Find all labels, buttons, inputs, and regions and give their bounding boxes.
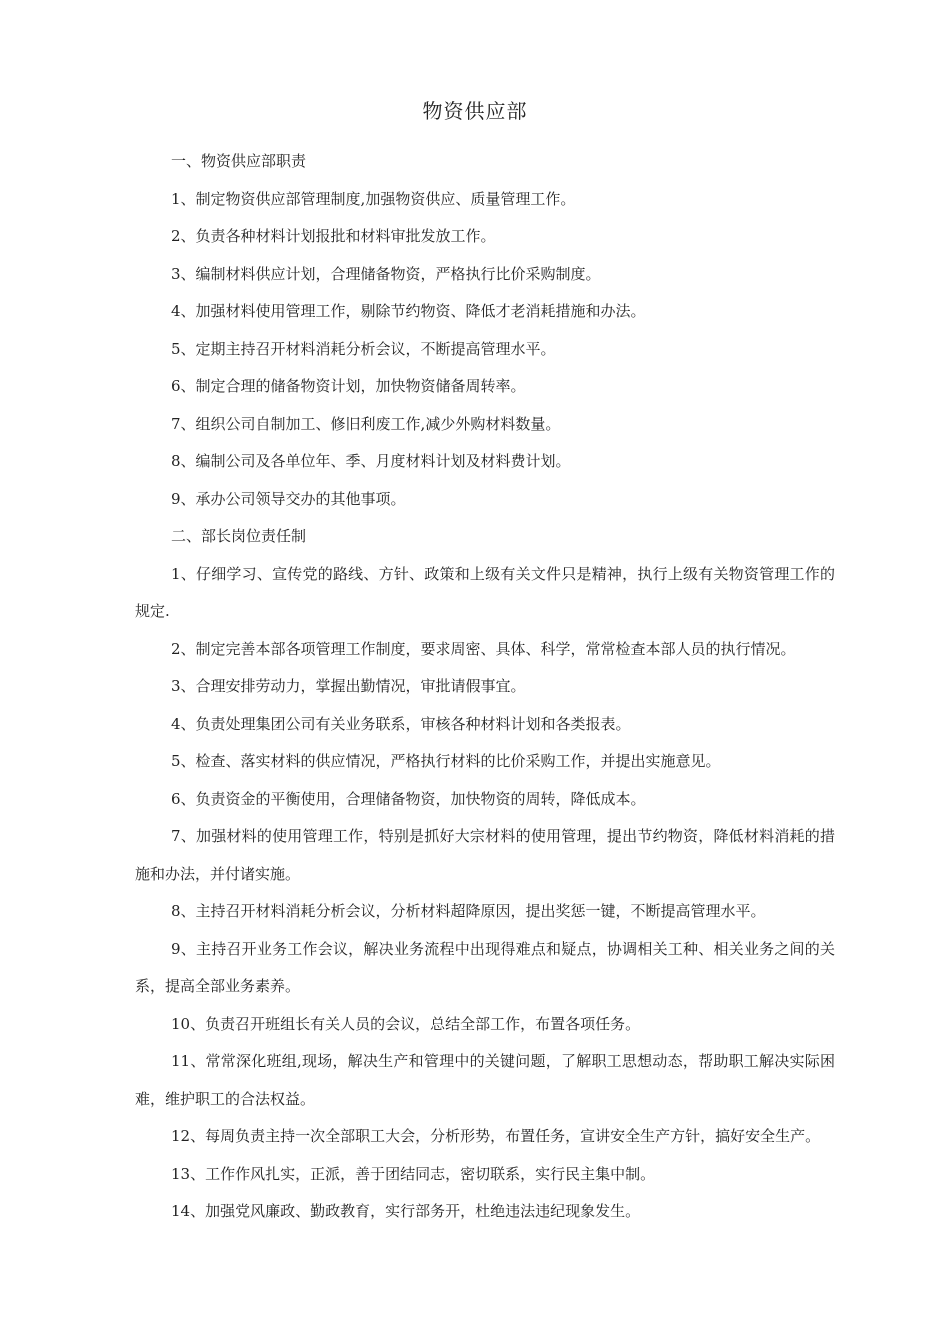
list-item: 14、加强党风廉政、勤政教育，实行部务开，杜绝违法违纪现象发生。 [171, 1202, 641, 1220]
list-item: 10、负责召开班组长有关人员的会议，总结全部工作，布置各项任务。 [171, 1014, 641, 1033]
list-item: 8、编制公司及各单位年、季、月度材料计划及材料费计划。 [171, 452, 571, 470]
list-item: 4、加强材料使用管理工作，剔除节约物资、降低才老消耗措施和办法。 [171, 302, 646, 320]
list-item: 9、主持召开业务工作会议，解决业务流程中出现得难点和疑点，协调相关工种、相关业务之间的关系，提高全部业务素养。 [135, 939, 835, 995]
list-item: 1、仔细学习、宣传党的路线、方针、政策和上级有关文件只是精神，执行上级有关物资管理工作的规定. [135, 564, 835, 620]
page-title: 物资供应部 [422, 99, 528, 123]
list-item: 3、合理安排劳动力，掌握出勤情况，审批请假事宜。 [171, 677, 526, 695]
list-item: 1、制定物资供应部管理制度,加强物资供应、质量管理工作。 [171, 189, 576, 208]
list-item: 7、组织公司自制加工、修旧利废工作,减少外购材料数量。 [171, 414, 561, 433]
list-item: 8、主持召开材料消耗分析会议，分析材料超降原因，提出奖惩一键，不断提高管理水平。 [171, 902, 766, 920]
list-item: 6、制定合理的储备物资计划，加快物资储备周转率。 [171, 377, 526, 395]
section-heading: 二、部长岗位责任制 [171, 527, 307, 545]
list-item: 6、负责资金的平衡使用，合理储备物资，加快物资的周转，降低成本。 [171, 789, 646, 808]
list-item: 3、编制材料供应计划，合理储备物资，严格执行比价采购制度。 [171, 264, 601, 283]
list-item: 4、负责处理集团公司有关业务联系，审核各种材料计划和各类报表。 [171, 714, 631, 733]
list-item: 9、承办公司领导交办的其他事项。 [171, 489, 406, 508]
list-item: 5、检查、落实材料的供应情况，严格执行材料的比价采购工作，并提出实施意见。 [171, 752, 721, 770]
document-body [135, 143, 835, 1231]
list-item: 5、定期主持召开材料消耗分析会议，不断提高管理水平。 [171, 339, 556, 358]
list-item: 2、负责各种材料计划报批和材料审批发放工作。 [171, 227, 496, 245]
list-item: 13、工作作风扎实，正派，善于团结同志，密切联系，实行民主集中制。 [171, 1164, 656, 1183]
list-item: 2、制定完善本部各项管理工作制度，要求周密、具体、科学，常常检查本部人员的执行情况。 [171, 639, 796, 658]
list-item: 7、加强材料的使用管理工作，特别是抓好大宗材料的使用管理，提出节约物资，降低材料消耗的措施和办法，并付诸实施。 [135, 827, 835, 883]
list-item: 12、每周负责主持一次全部职工大会，分析形势，布置任务，宣讲安全生产方针，搞好安全生产。 [171, 1127, 821, 1145]
list-item: 11、常常深化班组,现场，解决生产和管理中的关键问题，了解职工思想动态，帮助职工解决实际困难，维护职工的合法权益。 [135, 1052, 835, 1108]
section-heading: 一、物资供应部职责 [171, 152, 307, 170]
